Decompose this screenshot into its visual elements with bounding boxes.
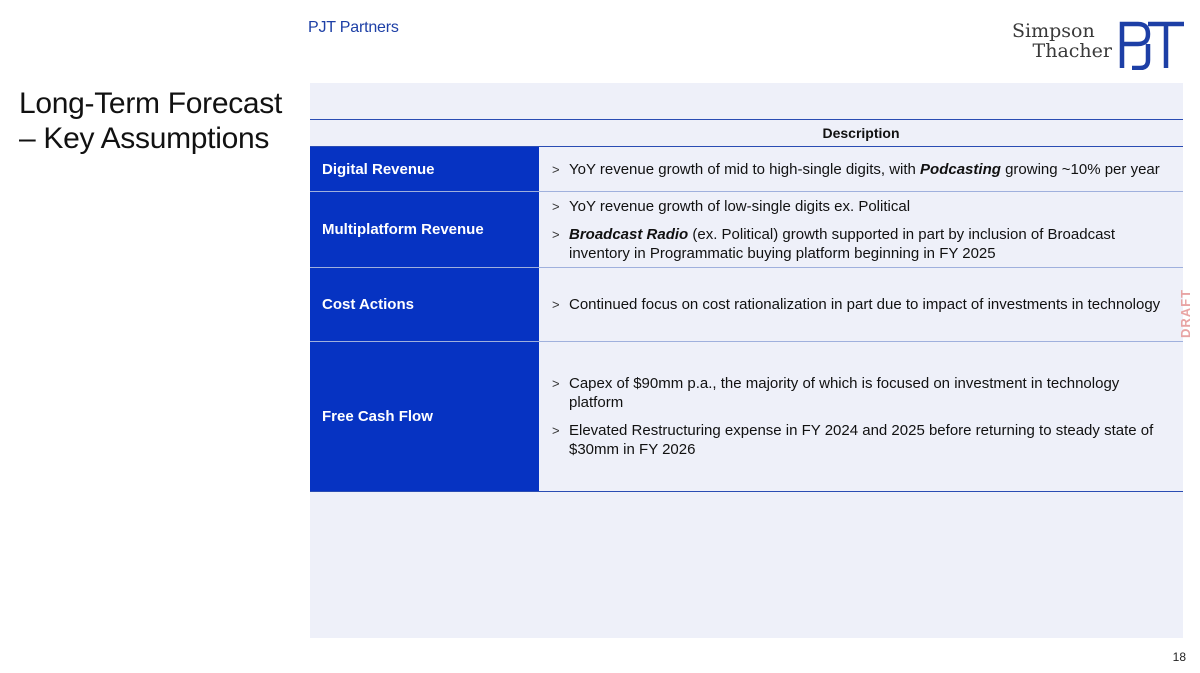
bullet-chevron-icon: > xyxy=(552,297,560,312)
page-number: 18 xyxy=(1172,650,1186,664)
bullet-chevron-icon: > xyxy=(552,161,560,177)
column-header-description: Description xyxy=(822,125,900,141)
row-description xyxy=(539,192,1183,267)
row-description xyxy=(539,268,1183,341)
bullet-item xyxy=(552,374,1173,412)
brand-text: PJT Partners xyxy=(308,19,399,36)
assumptions-table xyxy=(310,119,1183,492)
bullet-text xyxy=(569,197,910,216)
bullet-item xyxy=(552,421,1173,459)
bullet-text xyxy=(569,374,1173,412)
table-header xyxy=(310,119,1183,147)
bullet-item xyxy=(552,197,1173,216)
bullet-item xyxy=(552,295,1173,314)
bullet-text xyxy=(569,160,1160,179)
table-row xyxy=(310,342,1183,492)
bullet-chevron-icon: > xyxy=(552,376,560,391)
bullet-item xyxy=(552,160,1173,179)
row-description xyxy=(539,147,1183,191)
logo-line-thacher: Thacher xyxy=(1032,40,1112,62)
bullet-text-pre: Capex of $90mm p.a., the majority of which is focused on investment in technology platform xyxy=(569,375,1120,411)
bullet-text xyxy=(569,295,1160,314)
bullet-chevron-icon: > xyxy=(552,423,560,438)
header-spacer xyxy=(310,120,539,146)
row-label: Free Cash Flow xyxy=(310,342,539,491)
bullet-chevron-icon: > xyxy=(552,226,560,242)
pjt-logo-icon xyxy=(1118,20,1186,70)
row-label: Cost Actions xyxy=(310,268,539,341)
simpson-thacher-logo xyxy=(1012,21,1112,61)
bullet-text-pre: YoY revenue growth of mid to high-single digits, with xyxy=(569,160,921,178)
bullet-chevron-icon: > xyxy=(552,198,560,214)
row-label: Digital Revenue xyxy=(310,147,539,191)
logo-line-simpson: Simpson xyxy=(1012,20,1095,42)
table-row xyxy=(310,192,1183,268)
bullet-text-post: growing ~10% per year xyxy=(1000,160,1160,178)
title-line-2: – Key Assumptions xyxy=(19,122,270,155)
title-line-1: Long-Term Forecast xyxy=(19,87,283,120)
bullet-text-pre: Continued focus on cost rationalization in part due to impact of investments in technology xyxy=(569,296,1161,313)
bullet-text xyxy=(569,225,1173,263)
page-title xyxy=(19,86,304,156)
table-body xyxy=(310,147,1183,492)
bullet-text-emphasis: Podcasting xyxy=(920,160,1001,178)
bullet-item xyxy=(552,225,1173,263)
table-row xyxy=(310,147,1183,192)
row-label: Multiplatform Revenue xyxy=(310,192,539,267)
row-description xyxy=(539,342,1183,491)
table-row xyxy=(310,268,1183,342)
bullet-text-emphasis: Broadcast Radio xyxy=(569,225,689,243)
bullet-text-pre: Elevated Restructuring expense in FY 2024 and 2025 before returning to steady state of $30mm in FY 2026 xyxy=(569,422,1154,458)
bullet-text xyxy=(569,421,1173,459)
draft-watermark: DRAFT xyxy=(1178,288,1193,338)
bullet-text-post: (ex. Political) growth supported in part by inclusion of Broadcast inventory in Programmatic buying platform beginning in FY 2025 xyxy=(569,225,1116,262)
bullet-text-pre: YoY revenue growth of low-single digits ex. Political xyxy=(569,197,911,215)
